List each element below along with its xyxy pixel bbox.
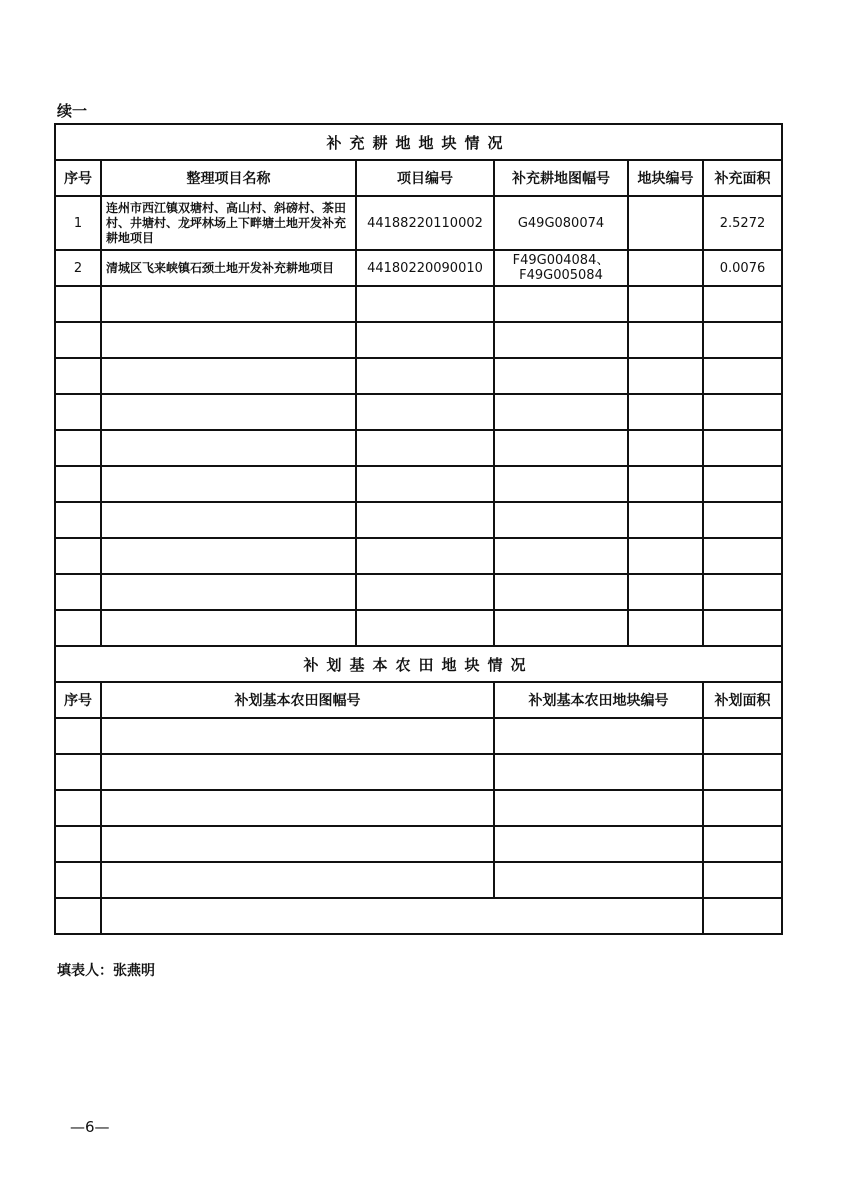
continuation-label: 续一 <box>57 102 88 120</box>
cell <box>356 286 494 322</box>
table-row <box>55 196 782 250</box>
cell <box>356 502 494 538</box>
cell <box>494 574 628 610</box>
cell <box>55 358 101 394</box>
cell <box>494 394 628 430</box>
cell <box>703 394 782 430</box>
table-row <box>55 466 782 502</box>
cell <box>494 358 628 394</box>
section1-title: 补充耕地地块情况 <box>55 124 782 160</box>
cell <box>494 430 628 466</box>
land-table <box>54 123 783 935</box>
cell <box>55 394 101 430</box>
cell <box>703 862 782 898</box>
cell <box>628 574 703 610</box>
cell <box>494 718 703 754</box>
cell <box>55 790 101 826</box>
cell <box>628 286 703 322</box>
cell <box>494 502 628 538</box>
table-row <box>55 322 782 358</box>
cell <box>55 322 101 358</box>
table-row <box>55 538 782 574</box>
cell <box>494 826 703 862</box>
cell <box>628 322 703 358</box>
cell <box>703 718 782 754</box>
cell <box>494 538 628 574</box>
header-no: 序号 <box>55 682 101 718</box>
cell <box>628 538 703 574</box>
cell <box>494 754 703 790</box>
cell <box>356 358 494 394</box>
table-row <box>55 790 782 826</box>
cell <box>703 358 782 394</box>
cell <box>101 466 356 502</box>
cell <box>356 574 494 610</box>
cell <box>101 610 356 646</box>
cell <box>703 286 782 322</box>
cell <box>55 862 101 898</box>
cell <box>101 502 356 538</box>
cell <box>703 466 782 502</box>
header-project-code: 项目编号 <box>356 160 494 196</box>
row-block-no <box>628 196 703 250</box>
row-no: 1 <box>55 196 101 250</box>
row-no: 2 <box>55 250 101 286</box>
filler-name: 填表人：张燕明 <box>57 963 155 979</box>
table-row <box>55 286 782 322</box>
cell <box>628 358 703 394</box>
cell <box>55 286 101 322</box>
table-row <box>55 502 782 538</box>
header-area: 补充面积 <box>703 160 782 196</box>
cell <box>55 754 101 790</box>
row-map-sheet: G49G080074 <box>494 196 628 250</box>
cell <box>494 286 628 322</box>
cell <box>703 754 782 790</box>
row-area: 0.0076 <box>703 250 782 286</box>
row-project-code: 44188220110002 <box>356 196 494 250</box>
row-area: 2.5272 <box>703 196 782 250</box>
cell <box>356 610 494 646</box>
header-area: 补划面积 <box>703 682 782 718</box>
cell <box>55 574 101 610</box>
table-row <box>55 610 782 646</box>
table-row <box>55 862 782 898</box>
cell <box>494 322 628 358</box>
table-row <box>55 430 782 466</box>
header-no: 序号 <box>55 160 101 196</box>
cell <box>101 898 703 934</box>
cell <box>55 826 101 862</box>
cell <box>101 718 494 754</box>
cell <box>101 862 494 898</box>
cell <box>101 358 356 394</box>
cell <box>101 754 494 790</box>
header-block-no: 补划基本农田地块编号 <box>494 682 703 718</box>
cell <box>703 898 782 934</box>
page-number: —6— <box>70 1118 110 1136</box>
cell <box>494 790 703 826</box>
table-row <box>55 394 782 430</box>
cell <box>101 430 356 466</box>
table-row <box>55 646 782 682</box>
cell <box>703 430 782 466</box>
cell <box>703 574 782 610</box>
cell <box>55 610 101 646</box>
cell <box>703 790 782 826</box>
table-row <box>55 358 782 394</box>
cell <box>356 394 494 430</box>
cell <box>494 610 628 646</box>
cell <box>703 826 782 862</box>
cell <box>703 538 782 574</box>
row-project-code: 44180220090010 <box>356 250 494 286</box>
cell <box>356 430 494 466</box>
header-block-no: 地块编号 <box>628 160 703 196</box>
cell <box>55 538 101 574</box>
header-map-sheet: 补充耕地图幅号 <box>494 160 628 196</box>
cell <box>55 898 101 934</box>
cell <box>628 466 703 502</box>
cell <box>101 322 356 358</box>
cell <box>628 610 703 646</box>
cell <box>356 466 494 502</box>
header-map-sheet: 补划基本农田图幅号 <box>101 682 494 718</box>
cell <box>494 862 703 898</box>
table-row <box>55 826 782 862</box>
cell <box>101 574 356 610</box>
cell <box>628 502 703 538</box>
cell <box>101 826 494 862</box>
cell <box>628 430 703 466</box>
section2-title: 补划基本农田地块情况 <box>55 646 782 682</box>
cell <box>101 286 356 322</box>
cell <box>494 466 628 502</box>
table-row <box>55 574 782 610</box>
header-project-name: 整理项目名称 <box>101 160 356 196</box>
cell <box>628 394 703 430</box>
row-block-no <box>628 250 703 286</box>
cell <box>55 430 101 466</box>
cell <box>703 610 782 646</box>
cell <box>55 718 101 754</box>
cell <box>101 790 494 826</box>
row-map-sheet: F49G004084、F49G005084 <box>494 250 628 286</box>
table-row <box>55 250 782 286</box>
cell <box>55 502 101 538</box>
table-row <box>55 718 782 754</box>
cell <box>356 538 494 574</box>
cell <box>101 394 356 430</box>
table-row <box>55 754 782 790</box>
row-project-name: 清城区飞来峡镇石颈土地开发补充耕地项目 <box>101 250 356 286</box>
cell <box>703 322 782 358</box>
table-row <box>55 682 782 718</box>
cell <box>101 538 356 574</box>
section1-header-row <box>55 160 782 196</box>
cell <box>703 502 782 538</box>
table-row <box>55 898 782 934</box>
row-project-name: 连州市西江镇双塘村、高山村、斜磅村、茶田村、井塘村、龙坪林场上下畔塘土地开发补充耕地项目 <box>101 196 356 250</box>
cell <box>356 322 494 358</box>
cell <box>55 466 101 502</box>
